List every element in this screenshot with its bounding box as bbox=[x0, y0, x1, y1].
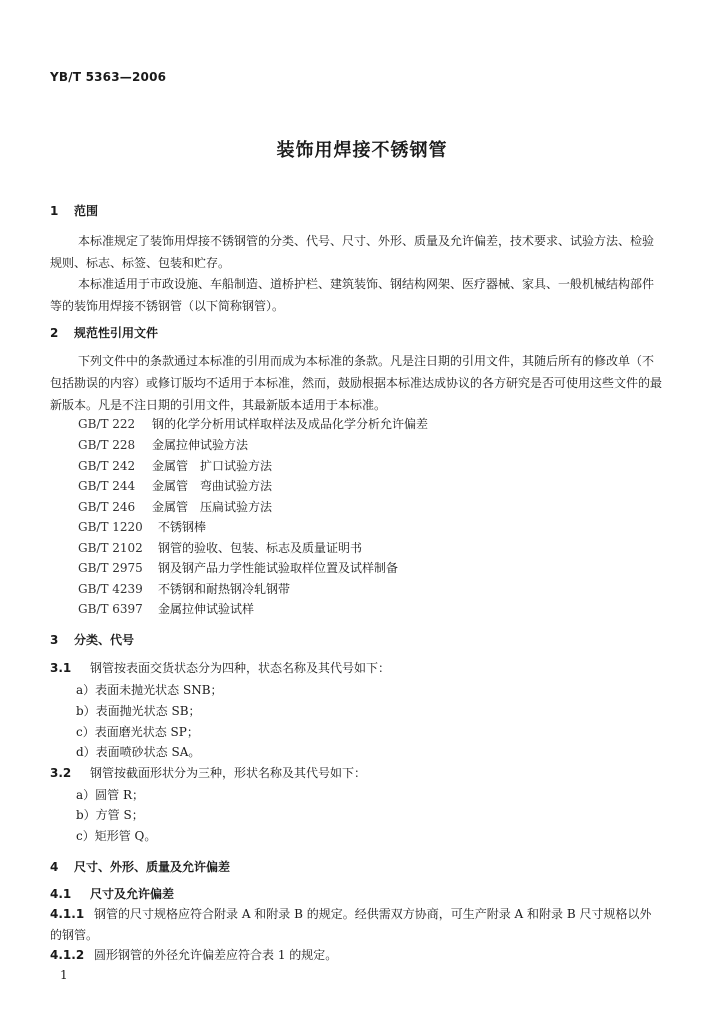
list-item: c）矩形管 Q。 bbox=[76, 829, 157, 843]
reference-item bbox=[78, 519, 206, 535]
list-item: a）圆管 R； bbox=[76, 788, 145, 802]
reference-title: 金属管 压扁试验方法 bbox=[152, 500, 273, 514]
reference-code: GB/T 222 bbox=[78, 417, 136, 431]
reference-item bbox=[78, 540, 362, 556]
list-item: a）表面未抛光状态 SNB； bbox=[76, 683, 223, 697]
clause-4-1 bbox=[50, 885, 174, 902]
list-item: b）表面抛光状态 SB； bbox=[76, 704, 201, 718]
reference-title: 不锈钢棒 bbox=[158, 520, 207, 534]
reference-item bbox=[78, 560, 398, 576]
list-item: c）表面磨光状态 SP； bbox=[76, 725, 199, 739]
reference-title: 钢管的验收、包装、标志及质量证明书 bbox=[158, 541, 363, 555]
reference-code: GB/T 2102 bbox=[78, 541, 143, 555]
reference-code: GB/T 6397 bbox=[78, 602, 143, 616]
reference-code: GB/T 2975 bbox=[78, 561, 143, 575]
section-3-heading bbox=[50, 631, 134, 648]
section-title: 规范性引用文件 bbox=[74, 326, 159, 340]
document-title: 装饰用焊接不锈钢管 bbox=[276, 140, 448, 161]
reference-item bbox=[78, 499, 272, 515]
reference-item bbox=[78, 478, 272, 494]
clause-text: 钢管按截面形状分为三种，形状名称及其代号如下： bbox=[90, 766, 367, 780]
section-number: 1 bbox=[50, 204, 59, 218]
reference-code: GB/T 4239 bbox=[78, 582, 143, 596]
clause-title: 尺寸及允许偏差 bbox=[90, 887, 175, 901]
clause-number: 4.1.2 bbox=[50, 948, 85, 962]
scope-paragraph-2: 本标准适用于市政设施、车船制造、道桥护栏、建筑装饰、钢结构网架、医疗器械、家具、一般机械结构部件等的装饰用焊接不锈钢管（以下简称钢管）。 bbox=[50, 277, 655, 313]
section-number: 4 bbox=[50, 860, 59, 874]
clause-number: 4.1 bbox=[50, 887, 72, 901]
section-title: 尺寸、外形、质量及允许偏差 bbox=[74, 860, 231, 874]
clause-3-1 bbox=[50, 659, 390, 676]
reference-title: 钢及钢产品力学性能试验取样位置及试样制备 bbox=[158, 561, 399, 575]
section-4-heading bbox=[50, 858, 230, 875]
reference-item bbox=[78, 601, 254, 617]
section-number: 2 bbox=[50, 326, 59, 340]
reference-title: 金属拉伸试验试样 bbox=[158, 602, 255, 616]
list-item: b）方管 S； bbox=[76, 808, 144, 822]
clause-text: 钢管的尺寸规格应符合附录 A 和附录 B 的规定。经供需双方协商，可生产附录 A 和附录 B 尺寸规格以外的钢管。 bbox=[50, 907, 652, 942]
reference-code: GB/T 1220 bbox=[78, 520, 143, 534]
reference-code: GB/T 246 bbox=[78, 500, 136, 514]
reference-item bbox=[78, 416, 428, 432]
clause-number: 4.1.1 bbox=[50, 907, 85, 921]
reference-code: GB/T 242 bbox=[78, 459, 136, 473]
reference-title: 金属管 扩口试验方法 bbox=[152, 459, 273, 473]
reference-code: GB/T 244 bbox=[78, 479, 136, 493]
section-2-heading bbox=[50, 324, 158, 341]
reference-item bbox=[78, 458, 272, 474]
reference-title: 金属管 弯曲试验方法 bbox=[152, 479, 273, 493]
reference-item bbox=[78, 437, 248, 453]
clause-text: 圆形钢管的外径允许偏差应符合表 1 的规定。 bbox=[94, 948, 338, 962]
reference-item bbox=[78, 581, 290, 597]
section-number: 3 bbox=[50, 633, 59, 647]
list-item: d）表面喷砂状态 SA。 bbox=[76, 745, 201, 759]
reference-title: 金属拉伸试验方法 bbox=[152, 438, 249, 452]
section-title: 分类、代号 bbox=[74, 633, 135, 647]
clause-3-2 bbox=[50, 764, 366, 781]
clause-4-1-1 bbox=[50, 904, 662, 946]
reference-title: 不锈钢和耐热钢冷轧钢带 bbox=[158, 582, 291, 596]
reference-code: GB/T 228 bbox=[78, 438, 136, 452]
standard-number-header: YB/T 5363—2006 bbox=[50, 70, 167, 84]
reference-title: 钢的化学分析用试样取样法及成品化学分析允许偏差 bbox=[152, 417, 429, 431]
clause-number: 3.1 bbox=[50, 661, 72, 675]
clause-4-1-2 bbox=[50, 946, 337, 963]
clause-number: 3.2 bbox=[50, 766, 72, 780]
page-number: 1 bbox=[60, 968, 68, 982]
section-title: 范围 bbox=[74, 204, 99, 218]
scope-paragraph-1: 本标准规定了装饰用焊接不锈钢管的分类、代号、尺寸、外形、质量及允许偏差，技术要求、试验方法、检验规则、标志、标签、包装和贮存。 bbox=[50, 234, 655, 270]
clause-text: 钢管按表面交货状态分为四种，状态名称及其代号如下： bbox=[90, 661, 391, 675]
section-1-heading bbox=[50, 202, 98, 219]
normative-intro-paragraph: 下列文件中的条款通过本标准的引用而成为本标准的条款。凡是注日期的引用文件，其随后所有的修改单（不包括勘误的内容）或修订版均不适用于本标准，然而，鼓励根据本标准达成协议的各方研究是否可使用这些文件的最新版本。凡是不注日期的引用文件，其最新版本适用于本标准。 bbox=[50, 354, 663, 412]
